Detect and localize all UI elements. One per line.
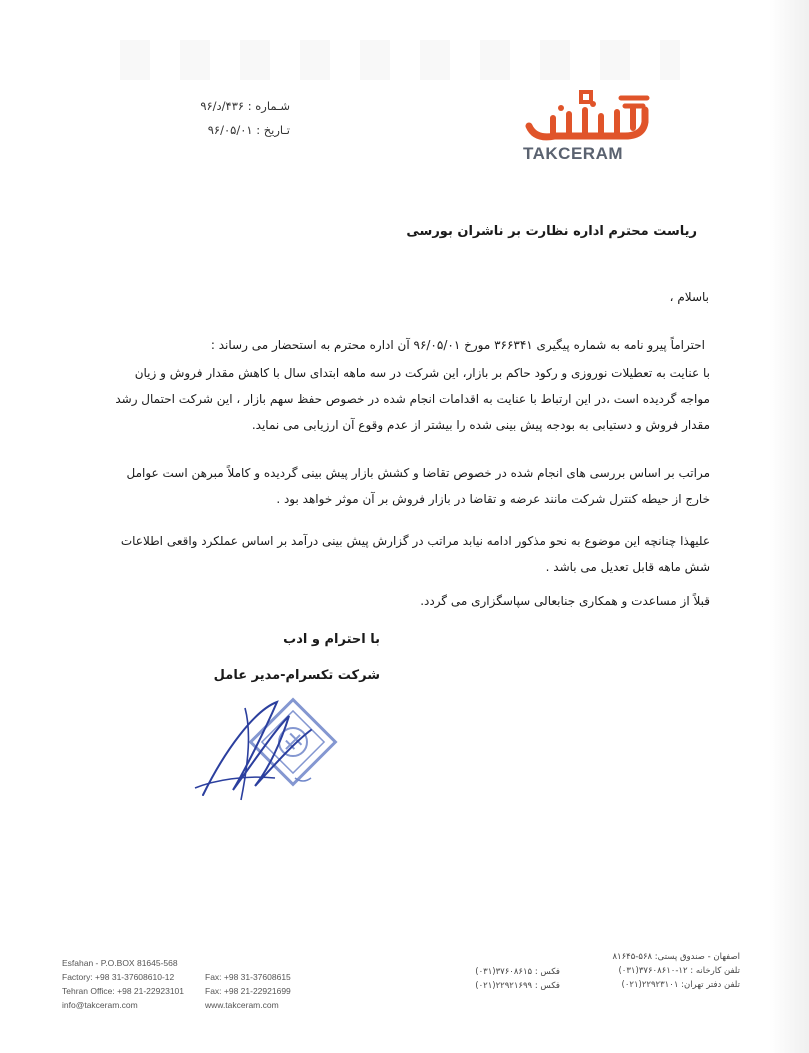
intro-line: احتراماً پیرو نامه به شماره پیگیری ۳۶۶۳۴۱ مورخ ۹۶/۰۵/۰۱ آن اداره محترم به استحضار می رساند : xyxy=(210,338,705,352)
footer-line: فکس : ۳۷۶۰۸۶۱۵(۰۳۱) xyxy=(475,967,560,977)
footer-line: اصفهان - صندوق پستی: ۵۶۸-۸۱۶۴۵ xyxy=(612,952,740,962)
footer-line: فکس : ۲۲۹۲۱۶۹۹(۰۲۱) xyxy=(475,981,560,991)
footer-email: info@takceram.com xyxy=(62,1000,138,1010)
recipient-line: ریاست محترم اداره نظارت بر ناشران بورسی xyxy=(406,224,697,239)
letter-number: شـماره : ۴۳۶/د/۹۶ xyxy=(200,99,290,113)
signatory-title: شرکت تکسرام-مدیر عامل xyxy=(213,668,380,683)
body-paragraph-1: با عنایت به تعطیلات نوروزی و رکود حاکم بر بازار، این شرکت در سه ماهه ابتدای سال با کاهش مقدار فروش و زیان مواجه گردیده است ،در این ارتباط با عنایت به اقدامات انجام شده در خصوص حفظ سهم بازار ، این شرکت احتمال رشد مقدار فروش و دستیابی به بودجه پیش بینی شده را بیشتر از عدم وقوع آن ارزیابی می نماید. xyxy=(115,366,710,432)
body-paragraph-3: علیهذا چنانچه این موضوع به نحو مذکور ادامه نیابد مراتب در گزارش پیش بینی درآمد بر اساس عملکرد واقعی اطلاعات شش ماهه قابل تعدیل می باشد . xyxy=(120,534,710,574)
footer-address-en xyxy=(62,956,184,1012)
footer-website: www.takceram.com xyxy=(205,1000,279,1010)
greeting: باسلام ، xyxy=(669,290,709,304)
footer-line: Esfahan - P.O.BOX 81645-568 xyxy=(62,958,178,968)
scan-edge-shading xyxy=(769,0,809,1053)
footer-line: Factory: +98 31-37608610-12 xyxy=(62,972,175,982)
letter-date: تـاریخ : ۹۶/۰۵/۰۱ xyxy=(207,123,290,137)
logo-wordmark-en: TAKCERAM xyxy=(523,144,624,163)
letter-meta xyxy=(160,94,290,142)
footer-fax-fa xyxy=(430,965,560,993)
takceram-logo xyxy=(515,88,665,168)
footer-line: Fax: +98 31-37608615 xyxy=(205,972,291,982)
body-paragraph-2: مراتب بر اساس بررسی های انجام شده در خصوص تقاضا و کشش بازار پیش بینی گردیده و کاملاً مبرهن است عوامل خارج از حیطه کنترل شرکت مانند عرضه و تقاضا در بازار فروش بر آن موثر خواهد بود . xyxy=(126,466,710,506)
company-stamp-signature-icon xyxy=(185,690,360,810)
footer-line: Tehran Office: +98 21-22923101 xyxy=(62,986,185,996)
body-paragraph-4: قبلاً از مساعدت و همکاری جنابعالی سپاسگزاری می گردد. xyxy=(420,594,710,608)
faint-letterhead-watermark xyxy=(120,40,680,80)
footer-line: تلفن کارخانه : ۱۲-۳۷۶۰۸۶۱۰(۰۳۱) xyxy=(618,966,740,976)
footer-line: تلفن دفتر تهران: ۲۲۹۲۳۱۰۱(۰۲۱) xyxy=(621,980,740,990)
closing-phrase: با احترام و ادب xyxy=(283,632,380,647)
footer-line: Fax: +98 21-22921699 xyxy=(205,986,291,996)
footer-fax-en xyxy=(205,970,291,1012)
takceram-logo-mark-icon xyxy=(525,88,655,144)
